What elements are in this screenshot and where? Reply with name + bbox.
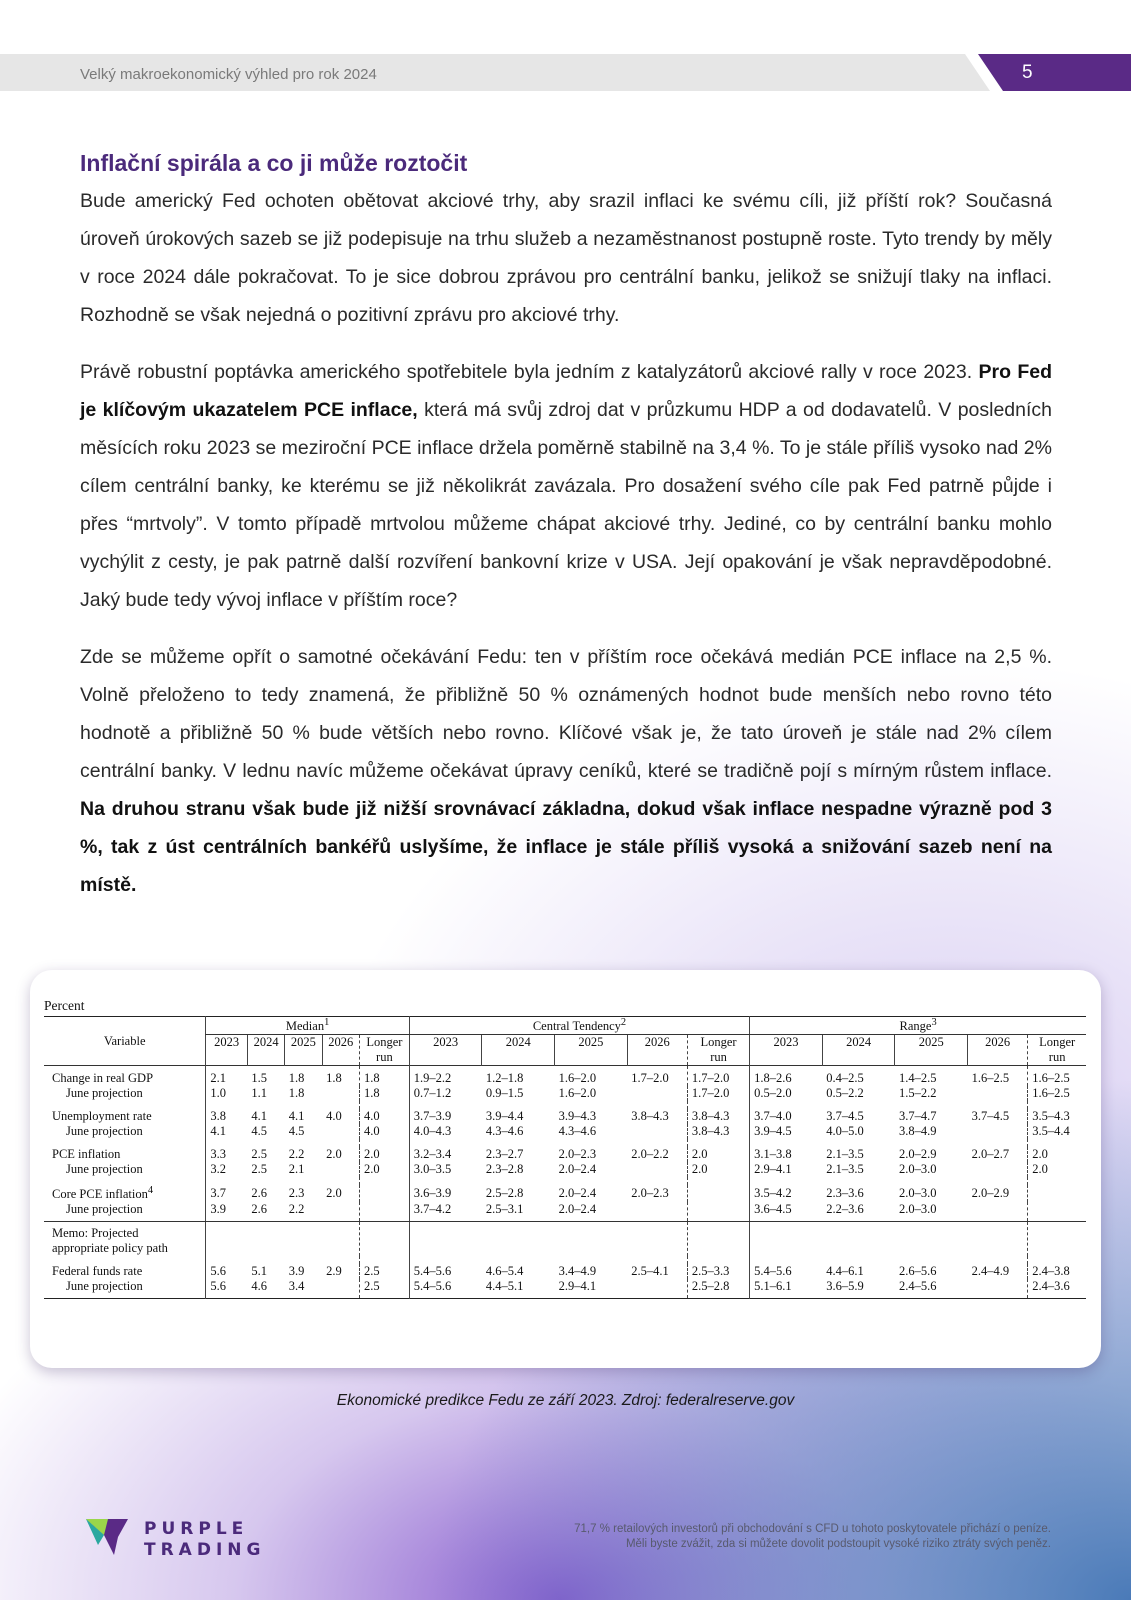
- table-cell: 2.1: [206, 1066, 248, 1087]
- year-header-2025: 2025: [895, 1035, 968, 1066]
- table-row: [44, 1264, 1086, 1279]
- table-cell: 3.7–4.7: [898, 1109, 937, 1124]
- table-cell: 1.7–2.0: [631, 1071, 669, 1086]
- memo-label: [44, 1222, 206, 1257]
- table-cell: 2.0–2.9: [898, 1147, 937, 1162]
- table-cell: 2.0: [359, 1162, 409, 1177]
- table-cell: 3.9–4.5: [750, 1124, 823, 1139]
- year-header-2024: 2024: [482, 1035, 555, 1066]
- group-header-central-tendency: [409, 1017, 749, 1035]
- table-cell: 3.4–4.9: [558, 1264, 597, 1279]
- table-cell: 5.1–6.1: [750, 1279, 823, 1299]
- projection-table-wrap: [44, 998, 1086, 1299]
- page-number: 5: [1022, 62, 1033, 83]
- memo-line-1: Memo: Projected: [52, 1226, 139, 1241]
- row-label: [44, 1162, 206, 1177]
- table-cell: 4.0–4.3: [409, 1124, 482, 1139]
- disclaimer-line-2: Měli byste zvážit, zda si můžete dovolit podstoupit vysoké riziko ztráty svých peněz.: [625, 1538, 1051, 1550]
- table-cell: 2.5–2.8: [687, 1279, 749, 1299]
- group-header-median: [206, 1017, 409, 1035]
- paragraph-2-bold: Pro Fed je klíčovým ukazatelem PCE inflace,: [80, 361, 1053, 421]
- row-label: [44, 1124, 206, 1139]
- table-cell: 2.3: [288, 1186, 305, 1201]
- longer-run-header: [1028, 1035, 1086, 1066]
- table-cell: 4.0–5.0: [826, 1124, 864, 1139]
- table-cell: 3.9: [206, 1202, 248, 1222]
- row-label-text: PCE inflation: [52, 1147, 121, 1162]
- table-cell: 1.5: [251, 1071, 268, 1086]
- table-cell: 2.6–5.6: [898, 1264, 937, 1279]
- table-cell: 3.8–4.3: [631, 1109, 669, 1124]
- table-cell: 4.6–5.4: [485, 1264, 524, 1279]
- table-cell: 2.0: [687, 1147, 749, 1162]
- table-cell: [1028, 1185, 1086, 1202]
- table-cell: 1.0: [206, 1086, 248, 1101]
- table-cell: 2.4–3.8: [1028, 1264, 1086, 1279]
- year-header-2026: 2026: [968, 1035, 1028, 1066]
- footnote-marker: 3: [931, 1017, 937, 1028]
- longer-run-header: [687, 1035, 749, 1066]
- table-cell: 5.6: [206, 1279, 248, 1299]
- table-cell: 5.4–5.6: [409, 1279, 482, 1299]
- table-cell: 2.0–3.0: [895, 1202, 968, 1222]
- table-cell: 3.8–4.3: [687, 1109, 749, 1124]
- table-cell: 3.4: [288, 1279, 305, 1294]
- logo-text-line-2: TRADING: [144, 1540, 266, 1560]
- table-cell: [359, 1185, 409, 1202]
- table-body: [44, 1066, 1086, 1299]
- table-cell: [322, 1279, 359, 1299]
- document-title: Velký makroekonomický výhled pro rok 2024: [80, 66, 377, 83]
- table-cell: 0.5–2.0: [750, 1086, 823, 1101]
- table-cell: 3.3: [206, 1147, 248, 1162]
- year-header-2025: 2025: [555, 1035, 628, 1066]
- table-cell: 1.6–2.0: [558, 1086, 597, 1101]
- group-header-range: [750, 1017, 1086, 1035]
- table-cell: 3.6–5.9: [826, 1279, 864, 1294]
- table-row: [44, 1109, 1086, 1124]
- table-cell: [627, 1162, 687, 1177]
- row-label: [44, 1264, 206, 1279]
- row-spacer: [44, 1101, 1086, 1109]
- table-cell: 2.5: [251, 1162, 268, 1177]
- table-cell: 1.8: [359, 1086, 409, 1101]
- row-label-text: Change in real GDP: [52, 1071, 154, 1086]
- table-cell: [627, 1279, 687, 1299]
- table-cell: 3.7–3.9: [409, 1109, 482, 1124]
- table-cell: 3.9–4.3: [558, 1109, 597, 1124]
- row-label: [44, 1066, 206, 1087]
- purple-trading-logo[interactable]: [84, 1517, 284, 1563]
- footnote-marker: 1: [324, 1017, 330, 1028]
- longer-run-label-1: Longer: [366, 1035, 403, 1050]
- table-cell: 2.1–3.5: [826, 1162, 864, 1177]
- table-cell: 2.0–3.0: [898, 1186, 937, 1201]
- logo-mark-icon: [84, 1517, 130, 1557]
- table-cell: [627, 1124, 687, 1139]
- table-cell: 3.8–4.3: [687, 1124, 749, 1139]
- year-header-2025: 2025: [285, 1035, 322, 1066]
- longer-run-label-1: Longer: [1039, 1035, 1076, 1050]
- longer-run-label-2: run: [376, 1050, 393, 1065]
- paragraph-2-intro: Právě robustní poptávka amerického spotřebitele byla jedním z katalyzátorů akciové rally v roce 2023.: [80, 361, 973, 383]
- table-cell: 1.6–2.0: [558, 1071, 597, 1086]
- table-cell: 2.0–2.3: [631, 1186, 669, 1201]
- table-cell: 3.2–3.4: [409, 1147, 482, 1162]
- logo-text-line-1: PURPLE: [144, 1519, 249, 1539]
- table-cell: 4.4–5.1: [485, 1279, 524, 1294]
- year-header-2023: 2023: [750, 1035, 823, 1066]
- table-cell: 1.6–2.5: [1028, 1086, 1086, 1101]
- table-cell: 2.2: [285, 1202, 322, 1222]
- table-cell: 1.4–2.5: [898, 1071, 937, 1086]
- table-cell: 2.2: [288, 1147, 305, 1162]
- row-label: [44, 1202, 206, 1222]
- table-cell: [968, 1162, 1028, 1177]
- table-caption: Ekonomické predikce Fedu ze září 2023. Zdroj: federalreserve.gov: [336, 1392, 795, 1409]
- table-cell: 3.8: [206, 1109, 248, 1124]
- table-cell: 1.1: [251, 1086, 268, 1101]
- table-cell: [359, 1202, 409, 1222]
- table-cell: 4.3–4.6: [558, 1124, 597, 1139]
- table-cell: 1.8: [288, 1071, 305, 1086]
- table-cell: 2.4–5.6: [898, 1279, 937, 1294]
- table-cell: 1.6–2.5: [971, 1071, 1010, 1086]
- table-cell: 4.3–4.6: [485, 1124, 524, 1139]
- table-cell: 1.5–2.2: [898, 1086, 937, 1101]
- table-cell: 5.1: [251, 1264, 268, 1279]
- table-cell: 3.6–3.9: [409, 1185, 482, 1202]
- table-cell: 3.5–4.4: [1028, 1124, 1086, 1139]
- table-cell: [322, 1086, 359, 1101]
- table-cell: 3.5–4.3: [1028, 1109, 1086, 1124]
- table-cell: 3.5–4.2: [750, 1185, 823, 1202]
- table-cell: 2.0–3.0: [898, 1162, 937, 1177]
- table-cell: 4.1: [288, 1109, 305, 1124]
- paragraph-3-text: Zde se můžeme opřít o samotné očekávání Fedu: ten v příštím roce očekává medián PCE inflace na 2,5 %. Volně přeloženo to tedy znamená, že přibližně 50 % oznámených hodnot bude menších nebo rovno této hodnotě a přibližně 50 % bude větších nebo rovno. Klíčové však je, že tato úroveň je stále nad 2% cílem centrální banky. V lednu navíc můžeme očekávat úpravy ceníků, které se tradičně pojí s mírným růstem inflace.: [80, 646, 1052, 782]
- table-cell: 2.2–3.6: [822, 1202, 895, 1222]
- table-unit-label: Percent: [44, 998, 85, 1013]
- table-cell: 3.7–4.5: [971, 1109, 1010, 1124]
- table-cell: 2.9–4.1: [558, 1279, 597, 1294]
- table-cell: 2.0: [326, 1147, 342, 1162]
- memo-line-2: appropriate policy path: [52, 1241, 168, 1256]
- table-cell: 1.9–2.2: [409, 1066, 482, 1087]
- table-cell: 3.2: [206, 1162, 248, 1177]
- row-label-text: Federal funds rate: [52, 1264, 143, 1279]
- row-label-text: June projection: [66, 1279, 143, 1294]
- table-cell: 2.0–2.4: [555, 1202, 628, 1222]
- table-cell: 2.1: [288, 1162, 305, 1177]
- year-header-2026: 2026: [627, 1035, 687, 1066]
- table-cell: 4.0: [359, 1124, 409, 1139]
- risk-disclaimer: [411, 1522, 1051, 1552]
- row-label: [44, 1279, 206, 1299]
- longer-run-label-2: run: [710, 1050, 727, 1065]
- table-cell: 2.0–2.4: [558, 1186, 597, 1201]
- longer-run-label-1: Longer: [700, 1035, 737, 1050]
- table-cell: 4.0: [359, 1109, 409, 1124]
- table-cell: [687, 1202, 749, 1222]
- row-label: [44, 1109, 206, 1124]
- table-row: [44, 1162, 1086, 1177]
- article-body: [80, 148, 1052, 923]
- table-cell: 2.3–2.8: [485, 1162, 524, 1177]
- table-cell: [322, 1124, 359, 1139]
- table-cell: 5.4–5.6: [750, 1264, 823, 1279]
- group-label-range: Range: [899, 1019, 932, 1034]
- table-cell: 5.4–5.6: [409, 1264, 482, 1279]
- table-cell: 0.9–1.5: [485, 1086, 524, 1101]
- group-label-median: Median: [285, 1019, 325, 1034]
- table-cell: 3.1–3.8: [750, 1147, 823, 1162]
- table-cell: 2.0: [326, 1186, 342, 1201]
- row-label: [44, 1086, 206, 1101]
- table-cell: 1.7–2.0: [687, 1066, 749, 1087]
- table-cell: 2.0–2.7: [971, 1147, 1010, 1162]
- table-cell: 2.0: [1028, 1147, 1086, 1162]
- disclaimer-line-1: 71,7 % retailových investorů při obchodování s CFD u tohoto poskytovatele přichází o peníze.: [574, 1523, 1051, 1535]
- table-cell: 0.4–2.5: [826, 1071, 864, 1086]
- table-cell: 4.1: [251, 1109, 268, 1124]
- table-cell: [322, 1162, 359, 1177]
- longer-run-header: [359, 1035, 409, 1066]
- table-cell: 2.0: [359, 1147, 409, 1162]
- projection-table-card: [30, 970, 1101, 1368]
- table-cell: 4.6: [251, 1279, 268, 1294]
- row-spacer: [44, 1139, 1086, 1147]
- table-cell: 2.5–3.1: [482, 1202, 555, 1222]
- table-cell: [968, 1086, 1028, 1101]
- table-cell: [968, 1124, 1028, 1139]
- table-cell: 2.0–2.3: [558, 1147, 597, 1162]
- table-cell: 2.9: [326, 1264, 342, 1279]
- table-row: [44, 1124, 1086, 1139]
- fed-projection-table: [44, 1016, 1086, 1299]
- table-cell: 3.9–4.4: [485, 1109, 524, 1124]
- row-label-text: June projection: [66, 1202, 143, 1217]
- year-header-2023: 2023: [206, 1035, 248, 1066]
- row-label-text: Core PCE inflation: [52, 1187, 148, 1202]
- table-cell: [1028, 1202, 1086, 1222]
- year-header-2023: 2023: [409, 1035, 482, 1066]
- table-cell: 2.0–2.2: [631, 1147, 669, 1162]
- table-row: [44, 1279, 1086, 1299]
- table-cell: 3.0–3.5: [409, 1162, 482, 1177]
- paragraph-2-rest: která má svůj zdroj dat v průzkumu HDP a od dodavatelů. V posledních měsících roku 2023 se meziroční PCE inflace držela poměrně stabilně na 3,4 %. To je stále příliš vysoko nad 2% cílem centrální banky, ke kterému se již několikrát zavázala. Pro dosažení svého cíle pak Fed patrně půjde i přes “mrtvoly”. V tomto případě mrtvolou můžeme chápat akciové trhy. Jediné, co by centrální banku mohlo vychýlit z cesty, je pak patrně další rozvíření bankovní krize v USA. Její opakování je však nepravděpodobné. Jaký bude tedy vývoj inflace v příštím roce?: [80, 399, 1053, 611]
- table-cell: 1.7–2.0: [687, 1086, 749, 1101]
- table-cell: 2.0: [687, 1162, 749, 1177]
- table-cell: [627, 1086, 687, 1101]
- row-label-text: June projection: [66, 1086, 143, 1101]
- table-cell: 4.0: [326, 1109, 342, 1124]
- variable-header: Variable: [103, 1033, 146, 1048]
- table-cell: 2.9–4.1: [750, 1162, 823, 1177]
- table-cell: 2.5–3.3: [687, 1264, 749, 1279]
- page-number-band: [978, 54, 1131, 91]
- group-label-central-tendency: Central Tendency: [532, 1019, 621, 1034]
- row-label-text: June projection: [66, 1162, 143, 1177]
- table-cell: 3.9: [288, 1264, 305, 1279]
- table-cell: 4.1: [206, 1124, 248, 1139]
- table-cell: 2.6: [251, 1186, 268, 1201]
- table-row: [44, 1147, 1086, 1162]
- table-cell: 0.5–2.2: [826, 1086, 864, 1101]
- row-label-text: June projection: [66, 1124, 143, 1139]
- year-header-2024: 2024: [822, 1035, 895, 1066]
- table-cell: 2.3–2.7: [485, 1147, 524, 1162]
- row-label: [44, 1185, 206, 1202]
- table-row: [44, 1066, 1086, 1087]
- table-cell: [322, 1202, 359, 1222]
- table-cell: [968, 1279, 1028, 1299]
- footnote-marker: 2: [620, 1017, 627, 1028]
- paragraph-1: Bude americký Fed ochoten obětovat akciové trhy, aby srazil inflaci ke svému cíli, již příští rok? Současná úroveň úrokových sazeb se již podepisuje na trhu služeb a nezaměstnanost postupně roste. Tyto trendy by měly v roce 2024 dále pokračovat. To je sice dobrou zprávou pro centrální banku, jelikož se snižují tlaky na inflaci. Rozhodně se však nejedná o pozitivní zprávu pro akciové trhy.: [80, 190, 1052, 326]
- table-cell: 1.8: [326, 1071, 342, 1086]
- table-cell: 2.4–3.6: [1028, 1279, 1086, 1299]
- paragraph-2: [80, 353, 1052, 619]
- table-cell: [968, 1202, 1028, 1222]
- table-cell: 1.8: [288, 1086, 305, 1101]
- table-row: [44, 1202, 1086, 1222]
- table-group-header-row: [44, 1017, 1086, 1035]
- table-cell: 2.6: [247, 1202, 284, 1222]
- table-cell: 2.5: [251, 1147, 268, 1162]
- table-cell: [627, 1202, 687, 1222]
- row-spacer: [44, 1256, 1086, 1264]
- table-cell: 1.8: [359, 1066, 409, 1087]
- longer-run-label-2: run: [1048, 1050, 1066, 1065]
- row-label-text: Unemployment rate: [52, 1109, 152, 1124]
- paragraph-3-bold: Na druhou stranu však bude již nižší srovnávací základna, dokud však inflace nespadne výrazně pod 3 %, tak z úst centrálních bankéřů uslyšíme, že inflace je stále příliš vysoká a snižování sazeb není na místě.: [80, 798, 1052, 896]
- table-cell: 4.5: [251, 1124, 268, 1139]
- table-cell: 3.7–4.5: [826, 1109, 864, 1124]
- table-row: [44, 1185, 1086, 1202]
- table-cell: 2.3–3.6: [826, 1186, 864, 1201]
- table-cell: 2.0–2.4: [558, 1162, 597, 1177]
- table-cell: 1.2–1.8: [485, 1071, 524, 1086]
- paragraph-3: [80, 638, 1052, 904]
- row-label: [44, 1147, 206, 1162]
- year-header-2024: 2024: [247, 1035, 284, 1066]
- table-cell: 2.5: [359, 1279, 409, 1299]
- table-cell: 1.8–2.6: [750, 1066, 823, 1087]
- table-cell: 1.6–2.5: [1028, 1066, 1086, 1087]
- table-cell: 0.7–1.2: [409, 1086, 482, 1101]
- table-cell: 4.5: [288, 1124, 305, 1139]
- table-cell: 2.4–4.9: [971, 1264, 1010, 1279]
- table-cell: 3.7–4.2: [409, 1202, 482, 1222]
- table-cell: 3.6–4.5: [750, 1202, 823, 1222]
- table-cell: 2.1–3.5: [826, 1147, 864, 1162]
- year-header-2026: 2026: [322, 1035, 359, 1066]
- row-spacer: [44, 1177, 1086, 1185]
- table-row: [44, 1086, 1086, 1101]
- table-cell: 3.7–4.0: [750, 1109, 823, 1124]
- table-cell: 3.7: [206, 1185, 248, 1202]
- table-cell: 2.5–2.8: [485, 1186, 524, 1201]
- table-cell: [687, 1185, 749, 1202]
- table-cell: 2.0: [1028, 1162, 1086, 1177]
- table-cell: 3.8–4.9: [898, 1124, 937, 1139]
- section-heading: Inflační spirála a co ji může roztočit: [80, 150, 468, 176]
- table-cell: 2.0–2.9: [971, 1186, 1010, 1201]
- table-cell: 4.4–6.1: [826, 1264, 864, 1279]
- table-cell: 2.5–4.1: [631, 1264, 669, 1279]
- memo-row: [44, 1222, 1086, 1257]
- footnote-marker: 4: [147, 1185, 154, 1197]
- table-cell: 5.6: [206, 1264, 248, 1279]
- table-cell: 2.5: [359, 1264, 409, 1279]
